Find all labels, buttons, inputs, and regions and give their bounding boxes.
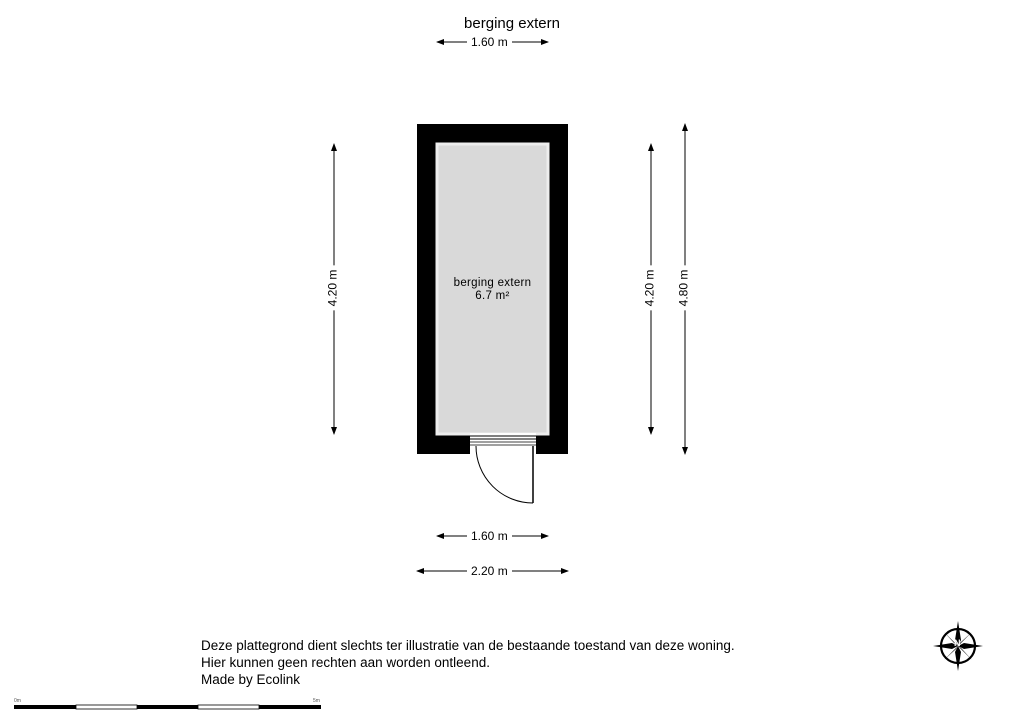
room-area: 6.7 m² [475,290,510,302]
disclaimer [201,637,735,688]
room-name: berging extern [453,277,532,289]
dim-label-right-inner: 4.20 m [642,266,656,311]
dim-label-right-outer: 4.80 m [676,266,690,311]
dim-label-left: 4.20 m [325,266,339,311]
dim-label-bottom-inner: 1.60 m [467,529,512,543]
disclaimer-line: Hier kunnen geen rechten aan worden ontleend. [201,655,490,670]
dim-label-top: 1.60 m [467,35,512,49]
scale-start-label: 0m [14,698,21,704]
scale-bar [14,705,321,709]
dim-label-bottom-outer: 2.20 m [467,564,512,578]
disclaimer-credit: Made by Ecolink [201,672,301,687]
plan-title: berging extern [464,15,560,32]
disclaimer-line: Deze plattegrond dient slechts ter illustratie van de bestaande toestand van deze woning. [201,638,735,653]
scale-end-label: 5m [313,698,320,704]
room-label [437,277,548,303]
compass-label: N [954,638,961,648]
